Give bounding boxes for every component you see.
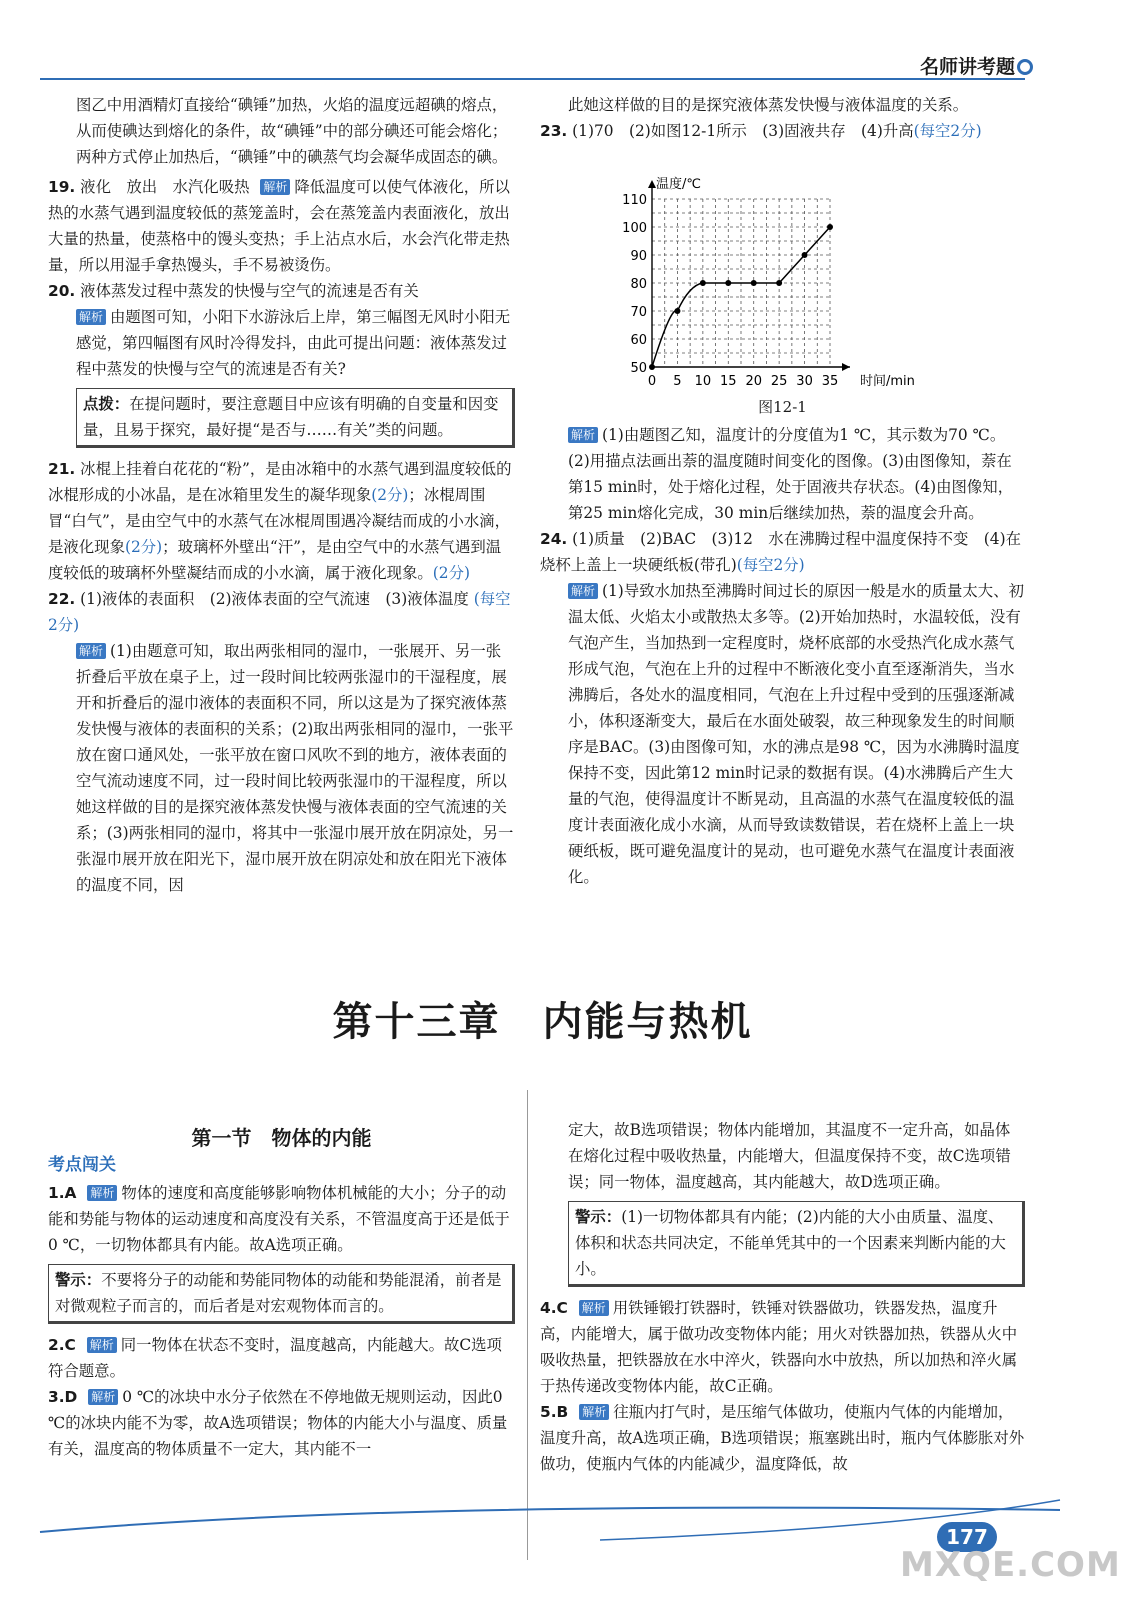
b-q5-analysis: 往瓶内打气时，是压缩气体做功，使瓶内气体的内能增加，温度升高，故A选项正确，B选项错误；瓶塞跳出时，瓶内气体膨胀对外做功，使瓶内气体的内能减少，温度降低，故 — [540, 1403, 1025, 1473]
b-q1-warning-box — [48, 1264, 515, 1324]
b-q1-analysis: 物体的速度和高度能够影响物体机械能的大小；分子的动能和势能与物体的运动速度和高度没有关系，不管温度高于还是低于0 ℃，一切物体都具有内能。故A选项正确。 — [48, 1184, 510, 1254]
q22-continuation: 此她这样做的目的是探究液体蒸发快慢与液体温度的关系。 — [568, 96, 969, 114]
b-q4-analysis-tag: 解析 — [579, 1300, 609, 1316]
b-q5-analysis-tag: 解析 — [579, 1404, 609, 1420]
data-point — [776, 280, 782, 286]
q19-number: 19. — [48, 178, 76, 196]
q20-tip-text: 在提问题时，要注意题目中应该有明确的自变量和因变量，且易于探究，最好提“是否与……有关”类的问题。 — [83, 395, 499, 439]
x-tick-label: 30 — [796, 374, 813, 389]
q20-answer: 液体蒸发过程中蒸发的快慢与空气的流速是否有关 — [80, 282, 419, 300]
data-point — [802, 252, 808, 258]
y-tick-label: 70 — [630, 305, 647, 320]
q21-text-2: ；冰棍周围冒“白气”，是由空气中的水蒸气在冰棍周围遇冷凝结而成的小水滴，是液化现象 — [48, 486, 511, 556]
x-tick-label: 5 — [673, 374, 682, 389]
page-number: 177 — [937, 1522, 997, 1552]
y-tick-label: 50 — [630, 361, 647, 376]
q21-number: 21. — [48, 460, 76, 478]
q23-analysis-tag: 解析 — [568, 427, 598, 443]
b-q5 — [540, 1399, 1025, 1477]
b-q2-analysis: 同一物体在状态不变时，温度越高，内能越大。故C选项符合题意。 — [48, 1336, 502, 1380]
chart-caption: 图12-1 — [758, 398, 807, 416]
q22-analysis-tag: 解析 — [76, 643, 106, 659]
q18-continuation: 图乙中用酒精灯直接给“碘锤”加热，火焰的温度远超碘的熔点，从而使碘达到熔化的条件，故“碘锤”中的部分碘还可能会熔化；两种方式停止加热后，“碘锤”中的碘蒸气均会凝华成固态的碘。 — [76, 96, 508, 166]
q20 — [48, 278, 515, 304]
header-dot-icon — [1017, 59, 1033, 75]
x-tick-label: 0 — [647, 374, 657, 389]
y-tick-label: 60 — [630, 333, 647, 348]
b-q3-analysis-tag: 解析 — [88, 1389, 118, 1405]
x-axis-arrow-icon — [842, 363, 850, 371]
b-q1-number: 1.A — [48, 1184, 77, 1202]
q21-score-2: (2分) — [124, 538, 163, 556]
b-q4-analysis: 用铁锤锻打铁器时，铁锤对铁器做功，铁器发热，温度升高，内能增大，属于做功改变物体内能；用火对铁器加热，铁器从火中吸收热量，把铁器放在水中淬火，铁器向水中放热，所以加热和淬火属于热传递改变物体内能，故C正确。 — [540, 1299, 1018, 1395]
q19-answer: 液化 放出 水汽化吸热 — [80, 178, 250, 196]
q24-answer: (1)质量 (2)BAC (3)12 水在沸腾过程中温度保持不变 (4)在烧杯上盖上一块硬纸板(带孔) — [540, 530, 1021, 574]
x-tick-label: 25 — [770, 374, 788, 389]
header-title: 名师讲考题 — [919, 56, 1015, 78]
chapter-title: 第十三章 内能与热机 — [332, 999, 753, 1045]
q24 — [540, 526, 1025, 578]
q24-analysis-tag: 解析 — [568, 583, 598, 599]
section-subtitle: 考点闯关 — [48, 1155, 116, 1175]
q19-analysis: 降低温度可以使气体液化，所以热的水蒸气遇到温度较低的蒸笼盖时，会在蒸笼盖内表面液化，放出大量的热量，使蒸格中的馒头变热；手上沾点水后，水会汽化带走热量，所以用湿手拿热馒头，手不易被烫伤。 — [48, 178, 510, 274]
b-q5-number: 5.B — [540, 1403, 569, 1421]
b-q4-number: 4.C — [540, 1299, 568, 1317]
q22-answer: (1)液体的表面积 (2)液体表面的空气流速 (3)液体温度 — [80, 590, 469, 608]
x-tick-label: 15 — [720, 374, 737, 389]
q22-number: 22. — [48, 590, 76, 608]
data-point — [674, 308, 680, 314]
b-q3-warning-box — [568, 1201, 1025, 1287]
data-point — [827, 224, 833, 230]
y-tick-label: 80 — [630, 277, 647, 292]
q24-analysis-para — [540, 578, 1025, 890]
q23-analysis: (1)由题图乙知，温度计的分度值为1 ℃，其示数为70 ℃。(2)用描点法画出萘的温度随时间变化的图像。(3)由图像知，萘在第15 min时，处于熔化过程，处于固液共存状态。(4)由图像知，第25 min熔化完成，30 min后继续加热，萘的温度会升高。 — [568, 426, 1014, 522]
header-rule — [40, 78, 1025, 80]
q20-analysis-tag: 解析 — [76, 309, 106, 325]
q22-analysis: (1)由题意可知，取出两张相同的湿巾，一张展开、另一张折叠后平放在桌子上，过一段时间比较两张湿巾的干湿程度，展开和折叠后的湿巾液体的表面积不同，所以这是为了探究液体蒸发快慢与液体的表面积的关系；(2)取出两张相同的湿巾，一张平放在窗口通风处，一张平放在窗口风吹不到的地方，液体表面的空气流动速度不同，过一段时间比较两张湿巾的干湿程度，所以她这样做的目的是探究液体蒸发快慢与液体表面的空气流速的关系；(3)两张相同的湿巾，将其中一张湿巾展开放在阴凉处，另一张湿巾展开放在阳光下，湿巾展开放在阴凉处和放在阳光下液体的温度不同，因 — [76, 642, 514, 894]
b-q2 — [48, 1332, 515, 1384]
x-axis-label: 时间/min — [860, 374, 915, 389]
q19-analysis-tag: 解析 — [260, 179, 290, 195]
y-tick-label: 100 — [622, 221, 647, 236]
q20-analysis-para — [48, 304, 515, 382]
q23 — [540, 118, 1025, 144]
b-q2-number: 2.C — [48, 1336, 76, 1354]
q19 — [48, 174, 515, 278]
watermark-text: MXQE.COM — [900, 1545, 1121, 1585]
b-q3-warning-text: (1)一切物体都具有内能；(2)内能的大小由质量、温度、体积和状态共同决定，不能单凭其中的一个因素来判断内能的大小。 — [575, 1208, 1006, 1278]
b-q3-number: 3.D — [48, 1388, 78, 1406]
b-q3 — [48, 1384, 515, 1462]
x-tick-label: 35 — [821, 374, 839, 389]
y-axis-arrow-icon — [648, 180, 656, 188]
q22-analysis-para — [48, 638, 515, 898]
q24-score: (每空2分) — [736, 556, 805, 574]
q21 — [48, 456, 515, 586]
b-q1-warning-text: 不要将分子的动能和势能同物体的动能和势能混淆，前者是对微观粒子而言的，而后者是对宏观物体而言的。 — [55, 1271, 502, 1315]
section-title: 第一节 物体的内能 — [191, 1126, 372, 1150]
q21-text-1: 冰棍上挂着白花花的“粉”，是由冰箱中的水蒸气遇到温度较低的冰棍形成的小冰晶，是在冰箱里发生的凝华现象 — [48, 460, 512, 504]
y-tick-label: 90 — [630, 249, 647, 264]
right-column-bottom — [540, 1117, 1025, 1477]
b-q1-warning-label: 警示： — [55, 1271, 102, 1289]
x-tick-label: 10 — [694, 374, 712, 389]
left-column-bottom — [48, 1180, 515, 1462]
y-tick-label: 110 — [622, 193, 647, 208]
q23-answer: (1)70 (2)如图12-1所示 (3)固液共存 (4)升高 — [572, 122, 914, 140]
q23-score: (每空2分) — [913, 122, 982, 140]
y-axis-label: 温度/℃ — [656, 177, 701, 192]
x-tick-label: 20 — [745, 374, 762, 389]
b-q1-analysis-tag: 解析 — [87, 1185, 117, 1201]
q22 — [48, 586, 515, 638]
data-point — [751, 280, 757, 286]
temperature-time-chart — [620, 172, 915, 394]
b-q3-warning-label: 警示： — [575, 1208, 622, 1226]
q20-number: 20. — [48, 282, 76, 300]
q24-analysis: (1)导致水加热至沸腾时间过长的原因一般是水的质量太大、初温太低、火焰太小或散热太多等。(2)开始加热时，水温较低，没有气泡产生，当加热到一定程度时，烧杯底部的水受热汽化成水蒸气形成气泡，气泡在上升的过程中不断液化变小直至逐渐消失，当水沸腾后，各处水的温度相同，气泡在上升过程中受到的压强逐渐减小，体积逐渐变大，最后在水面处破裂，故三种现象发生的时间顺序是BAC。(3)由图像可知，水的沸点是98 ℃，因为水沸腾时温度保持不变，因此第12 min时记录的数据有误。(4)水沸腾后产生大量的气泡，使得温度计不断晃动，且高温的水蒸气在温度较低的温度计表面液化成小水滴，从而导致读数错误，若在烧杯上盖上一块硬纸板，既可避免温度计的晃动，也可避免水蒸气在温度计表面液化。 — [568, 582, 1024, 886]
data-point — [725, 280, 731, 286]
q23-analysis-para — [540, 422, 1025, 526]
b-q2-analysis-tag: 解析 — [87, 1337, 117, 1353]
left-column-top — [48, 92, 515, 898]
q21-score-3: (2分) — [432, 564, 470, 582]
q20-tip-label: 点拨： — [83, 395, 130, 413]
q23-number: 23. — [540, 122, 568, 140]
q20-analysis: 由题图可知，小阳下水游泳后上岸，第三幅图无风时小阳无感觉，第四幅图有风时冷得发抖，由此可提出问题：液体蒸发过程中蒸发的快慢与空气的流速是否有关? — [76, 308, 511, 378]
b-q3-analysis: 0 ℃的冰块中水分子依然在不停地做无规则运动，因此0 ℃的冰块内能不为零，故A选项错误；物体的内能大小与温度、质量有关，温度高的物体质量不一定大，其内能不一 — [48, 1388, 508, 1458]
b-q1 — [48, 1180, 515, 1258]
q24-number: 24. — [540, 530, 568, 548]
b-q3-continuation: 定大，故B选项错误；物体内能增加，其温度不一定升高，如晶体在熔化过程中吸收热量，内能增大，但温度保持不变，故C选项错误；同一物体，温度越高，其内能越大，故D选项正确。 — [568, 1121, 1011, 1191]
b-q4 — [540, 1295, 1025, 1399]
q21-text-3: ；玻璃杯外壁出“汗”，是由空气中的水蒸气遇到温度较低的玻璃杯外壁凝结而成的小水滴，属于液化现象。 — [48, 538, 502, 582]
q20-tip-box — [76, 388, 515, 448]
q21-score-1: (2分) — [371, 486, 409, 504]
data-point — [700, 280, 706, 286]
q22-score: (每空2分) — [48, 590, 511, 634]
data-point — [649, 364, 655, 370]
